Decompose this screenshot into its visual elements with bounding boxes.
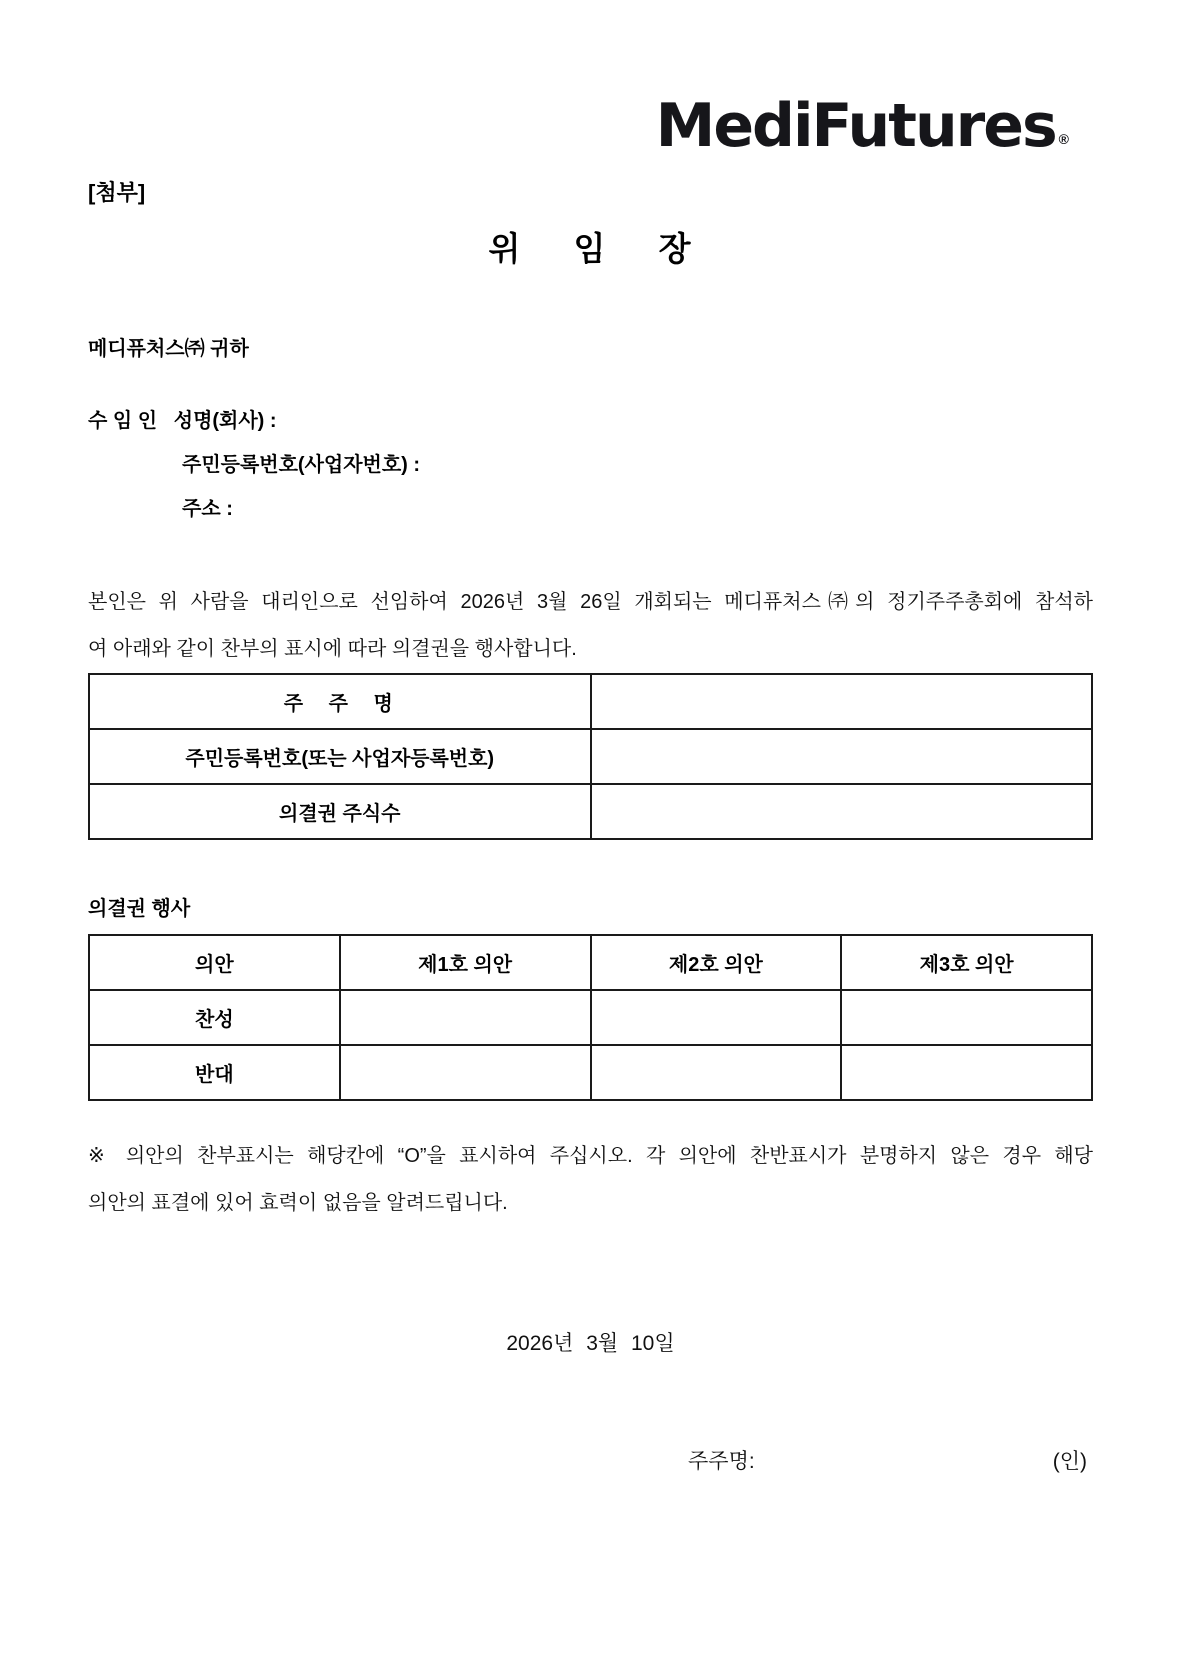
shareholder-table bbox=[88, 673, 1093, 840]
registered-trademark-icon: ® bbox=[1058, 131, 1069, 147]
body-line-1: 본인은 위 사람을 대리인으로 선임하여 2026년 3월 26일 개회되는 메디퓨처스㈜의 정기주주총회에 참석하 bbox=[88, 591, 1093, 613]
approve-agenda-1-cell bbox=[340, 990, 591, 1045]
attachment-label: [첨부] bbox=[88, 180, 146, 205]
approve-label-cell: 찬성 bbox=[89, 990, 340, 1045]
body-paragraph bbox=[88, 579, 1093, 673]
approve-row bbox=[89, 990, 1092, 1045]
oppose-agenda-3-cell bbox=[841, 1045, 1092, 1100]
voting-table bbox=[88, 934, 1093, 1101]
document-content bbox=[0, 91, 1181, 1475]
agenda-3-column-header: 제3호 의안 bbox=[841, 935, 1092, 990]
agenda-column-header: 의안 bbox=[89, 935, 340, 990]
voting-section-title: 의결권 행사 bbox=[88, 898, 191, 920]
table-row bbox=[89, 784, 1092, 839]
note-line-1: ※ 의안의 찬부표시는 해당칸에 “O”을 표시하여 주십시오. 각 의안에 찬반표시가 분명하지 않은 경우 해당 bbox=[88, 1145, 1093, 1167]
body-line-2: 여 아래와 같이 찬부의 표시에 따라 의결권을 행사합니다. bbox=[88, 638, 577, 660]
approve-agenda-3-cell bbox=[841, 990, 1092, 1045]
voting-shares-value-cell bbox=[591, 784, 1093, 839]
shareholder-name-value-cell bbox=[591, 674, 1093, 729]
agent-info-block bbox=[88, 411, 1093, 519]
oppose-agenda-1-cell bbox=[340, 1045, 591, 1100]
medifutures-logo: MediFutures bbox=[655, 91, 1056, 161]
signature-row bbox=[88, 1445, 1093, 1475]
note-line-2: 의안의 표결에 있어 효력이 없음을 알려드립니다. bbox=[88, 1192, 508, 1214]
agent-address-label: 주소 : bbox=[182, 498, 233, 520]
oppose-row bbox=[89, 1045, 1092, 1100]
table-row bbox=[89, 674, 1092, 729]
logo-row bbox=[88, 91, 1093, 161]
oppose-label-cell: 반대 bbox=[89, 1045, 340, 1100]
shareholder-id-label-cell: 주민등록번호(또는 사업자등록번호) bbox=[89, 729, 591, 784]
addressee-line: 메디퓨처스㈜ 귀하 bbox=[88, 338, 249, 360]
document-date: 2026년 3월 10일 bbox=[506, 1332, 675, 1355]
agent-id-label: 주민등록번호(사업자번호) : bbox=[182, 454, 421, 476]
agenda-1-column-header: 제1호 의안 bbox=[340, 935, 591, 990]
seal-label: (인) bbox=[1052, 1450, 1087, 1473]
voting-table-header-row bbox=[89, 935, 1092, 990]
agenda-2-column-header: 제2호 의안 bbox=[591, 935, 842, 990]
table-row bbox=[89, 729, 1092, 784]
shareholder-name-label-cell: 주 주 명 bbox=[89, 674, 591, 729]
voting-shares-label-cell: 의결권 주식수 bbox=[89, 784, 591, 839]
note-paragraph bbox=[88, 1133, 1093, 1227]
page-title: 위 임 장 bbox=[488, 230, 693, 267]
approve-agenda-2-cell bbox=[591, 990, 842, 1045]
shareholder-id-value-cell bbox=[591, 729, 1093, 784]
oppose-agenda-2-cell bbox=[591, 1045, 842, 1100]
signer-name-label: 주주명: bbox=[688, 1450, 755, 1473]
agent-name-label: 수 임 인 성명(회사) : bbox=[88, 410, 277, 432]
